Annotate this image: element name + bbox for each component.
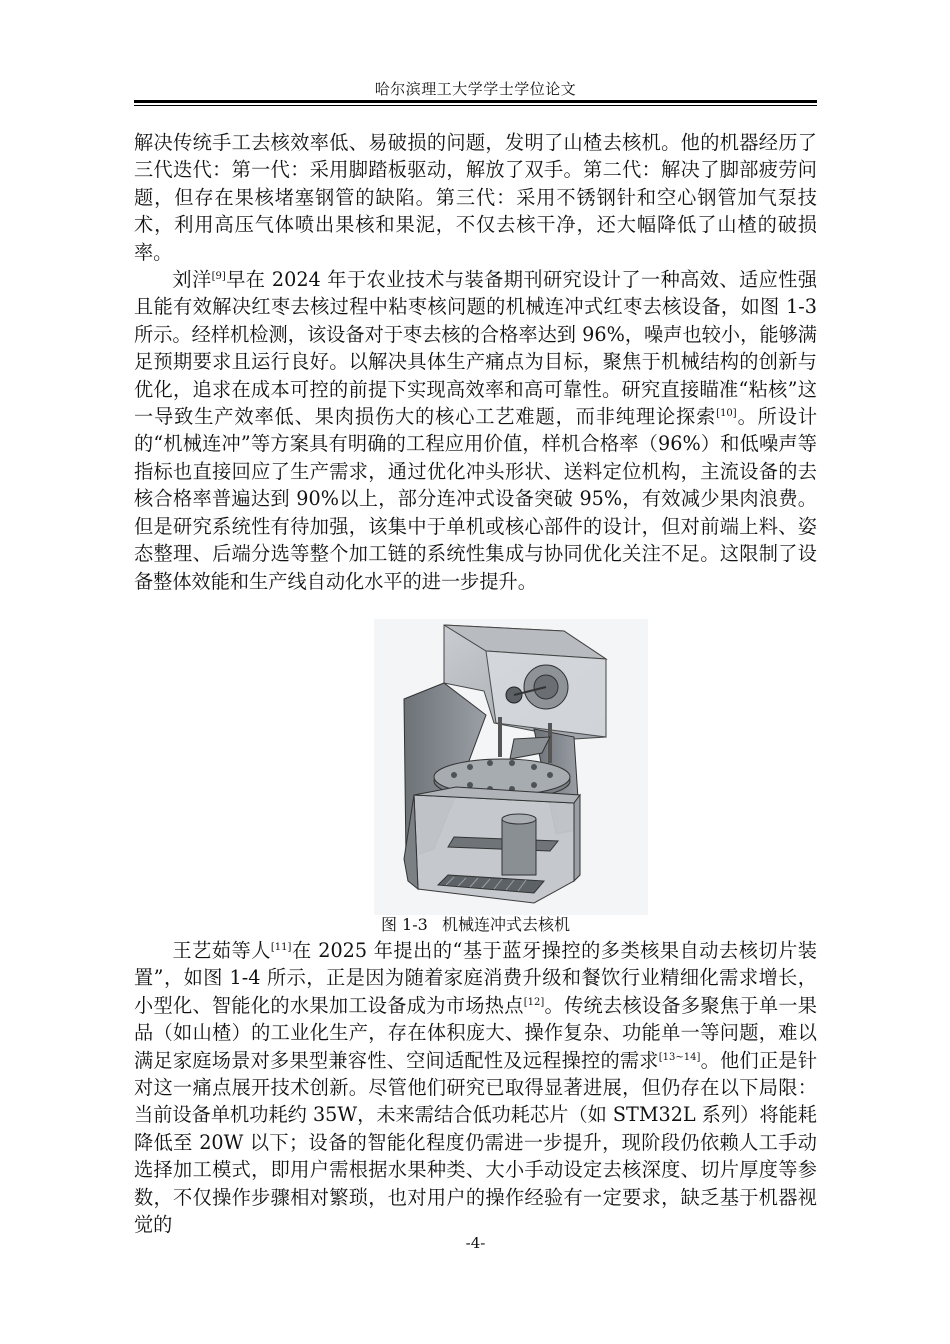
machine-cad-render-icon xyxy=(374,619,648,915)
body-text-bottom xyxy=(134,937,817,1238)
figure-number: 图 1-3 xyxy=(380,915,428,934)
page-number: -4- xyxy=(465,1234,486,1252)
para2-text-b: 早在 2024 年于农业技术与装备期刊研究设计了一种高效、适应性强且能有效解决红枣去核过程中粘枣核问题的机械连冲式红枣去核设备，如图 1-3 所示。经样机检测，该设备对于枣去核的合格率达到 96%，噪声也较小，能够满足预期要求且运行良好。以解决具体生产痛点为目标，聚焦于机械结构的创新与优化，追求在成本可控的前提下实现高效率和高可靠性。研究直接瞄准“粘核”这一导致生产效率低、果肉损伤大的核心工艺难题，而非纯理论探索 xyxy=(134,268,818,429)
para3-text-c: 。传统去核设备多聚焦于单一果品（如山楂）的工业化生产，存在体积庞大、操作复杂、功能单一等问题，难以满足家庭场景对多果型兼容性、空间适配性及远程操控的需求 xyxy=(134,993,817,1072)
paragraph-1: 解决传统手工去核效率低、易破损的问题，发明了山楂去核机。他的机器经历了三代迭代：第一代：采用脚踏板驱动，解放了双手。第二代：解决了脚部疲劳问题，但存在果核堵塞钢管的缺陷。第三代：采用不锈钢针和空心钢管加气泵技术，利用高压气体喷出果核和果泥，不仅去核干净，还大幅降低了山楂的破损率。 xyxy=(134,131,817,264)
paragraph-2 xyxy=(134,266,817,595)
body-text-top xyxy=(134,129,817,595)
para3-text-b: 在 2025 年提出的“基于蓝牙操控的多类核果自动去核切片装置”，如图 1-4 所示，正是因为随着家庭消费升级和餐饮行业精细化需求增长，小型化、智能化的水果加工设备成为市场热点 xyxy=(134,939,817,1017)
figure-machine-image xyxy=(374,619,648,915)
figure-title: 机械连冲式去核机 xyxy=(442,915,571,934)
para2-text-c: 。所设计的“机械连冲”等方案具有明确的工程应用价值，样机合格率（96%）和低噪声等指标也直接回应了生产需求，通过优化冲头形状、送料定位机构，主流设备的去核合格率普遍达到 90%以上，部分连冲式设备突破 95%，有效减少果肉浪费。但是研究系统性有待加强，该集中于单机或核心部件的设计，但对前端上料、姿态整理、后端分选等整个加工链的系统性集成与协同优化关注不足。这限制了设备整体效能和生产线自动化水平的进一步提升。 xyxy=(134,405,818,593)
running-header: 哈尔滨理工大学学士学位论文 xyxy=(374,80,577,98)
citation-12: [12] xyxy=(523,996,545,1008)
citation-9: [9] xyxy=(211,271,226,283)
figure-caption xyxy=(134,912,817,935)
header-rule-thick xyxy=(134,100,817,103)
citation-13-14: [13~14] xyxy=(658,1051,701,1063)
para3-text-d: 。他们正是针对这一痛点展开技术创新。尽管他们研究已取得显著进展，但仍存在以下局限：当前设备单机功耗约 35W，未来需结合低功耗芯片（如 STM32L 系列）将能耗降低至 20W 以下；设备的智能化程度仍需进一步提升，现阶段仍依赖人工手动选择加工模式，即用户需根据水果种类、大小手动设定去核深度、切片厚度等参数，不仅操作步骤相对繁琐，也对用户的操作经验有一定要求，缺乏基于机器视觉的 xyxy=(134,1048,818,1237)
para2-text-a: 刘洋 xyxy=(172,268,212,292)
para3-text-a: 王艺茹等人 xyxy=(172,939,271,962)
citation-11: [11] xyxy=(270,942,292,953)
paragraph-3 xyxy=(134,937,817,1238)
header-rule-thin xyxy=(134,105,817,106)
citation-10: [10] xyxy=(716,408,737,420)
